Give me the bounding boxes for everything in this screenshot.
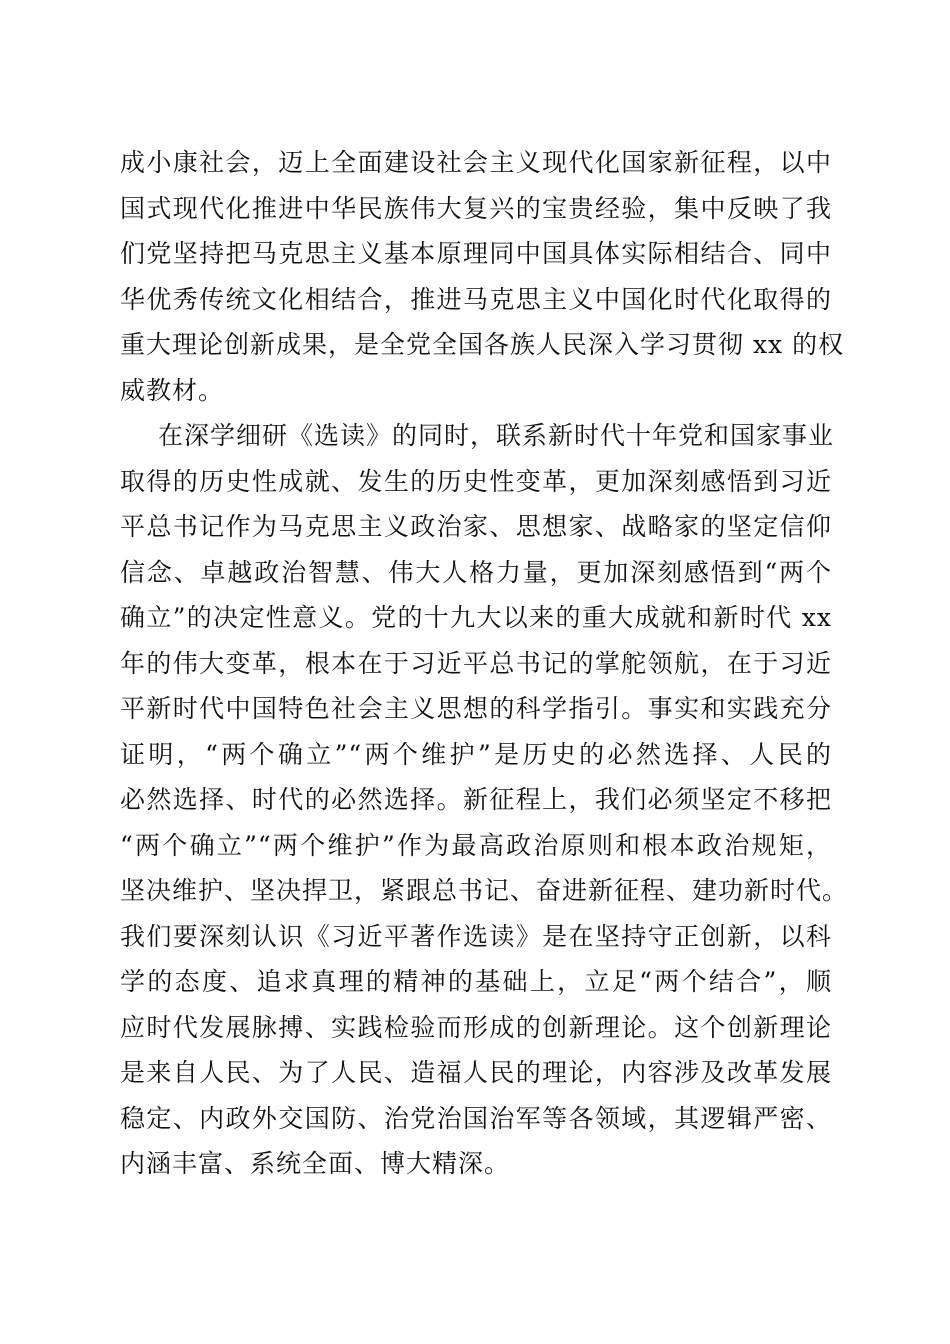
text-line: 证明，“两个确立”“两个维护”是历史的必然选择、人民的 bbox=[120, 739, 832, 769]
text-line: 国式现代化推进中华民族伟大复兴的宝贵经验，集中反映了我 bbox=[120, 193, 832, 223]
text-line: 必然选择、时代的必然选择。新征程上，我们必须坚定不移把 bbox=[120, 785, 832, 814]
text-line: 应时代发展脉搏、实践检验而形成的创新理论。这个创新理论 bbox=[120, 1012, 832, 1042]
text-line: 我们要深刻认识《习近平著作选读》是在坚持守正创新，以科 bbox=[120, 921, 832, 951]
text-line: 成小康社会，迈上全面建设社会主义现代化国家新征程，以中 bbox=[120, 148, 832, 177]
text-line: “两个确立”“两个维护”作为最高政治原则和根本政治规矩， bbox=[120, 830, 832, 860]
text-line: 学的态度、追求真理的精神的基础上，立足“两个结合”，顺 bbox=[120, 967, 832, 996]
text-line: 内涵丰富、系统全面、博大精深。 bbox=[120, 1149, 511, 1178]
text-line: 取得的历史性成就、发生的历史性变革，更加深刻感悟到习近 bbox=[120, 466, 832, 496]
text-line: 坚决维护、坚决捍卫，紧跟总书记、奋进新征程、建功新时代。 bbox=[120, 876, 849, 905]
body-text bbox=[120, 140, 849, 1187]
text-line: 年的伟大变革，根本在于习近平总书记的掌舵领航，在于习近 bbox=[120, 648, 832, 678]
text-line: 平总书记作为马克思主义政治家、思想家、战略家的坚定信仰 bbox=[120, 512, 832, 541]
paragraph-2 bbox=[120, 413, 849, 1187]
text-line: 们党坚持把马克思主义基本原理同中国具体实际相结合、同中 bbox=[120, 239, 832, 268]
text-line: 是来自人民、为了人民、造福人民的理论，内容涉及改革发展 bbox=[120, 1058, 832, 1087]
text-line: 华优秀传统文化相结合，推进马克思主义中国化时代化取得的 bbox=[120, 284, 832, 314]
text-line: 威教材。 bbox=[120, 375, 225, 405]
text-line: 信念、卓越政治智慧、伟大人格力量，更加深刻感悟到“两个 bbox=[120, 557, 832, 587]
paragraph-1 bbox=[120, 140, 845, 413]
text-line: 平新时代中国特色社会主义思想的科学指引。事实和实践充分 bbox=[120, 694, 832, 723]
text-line: 重大理论创新成果，是全党全国各族人民深入学习贯彻 xx 的权 bbox=[120, 330, 845, 359]
text-line: 稳定、内政外交国防、治党治国治军等各领域，其逻辑严密、 bbox=[120, 1103, 832, 1133]
text-line: 在深学细研《选读》的同时，联系新时代十年党和国家事业 bbox=[158, 421, 835, 450]
text-line: 确立”的决定性意义。党的十九大以来的重大成就和新时代 xx bbox=[120, 603, 832, 632]
